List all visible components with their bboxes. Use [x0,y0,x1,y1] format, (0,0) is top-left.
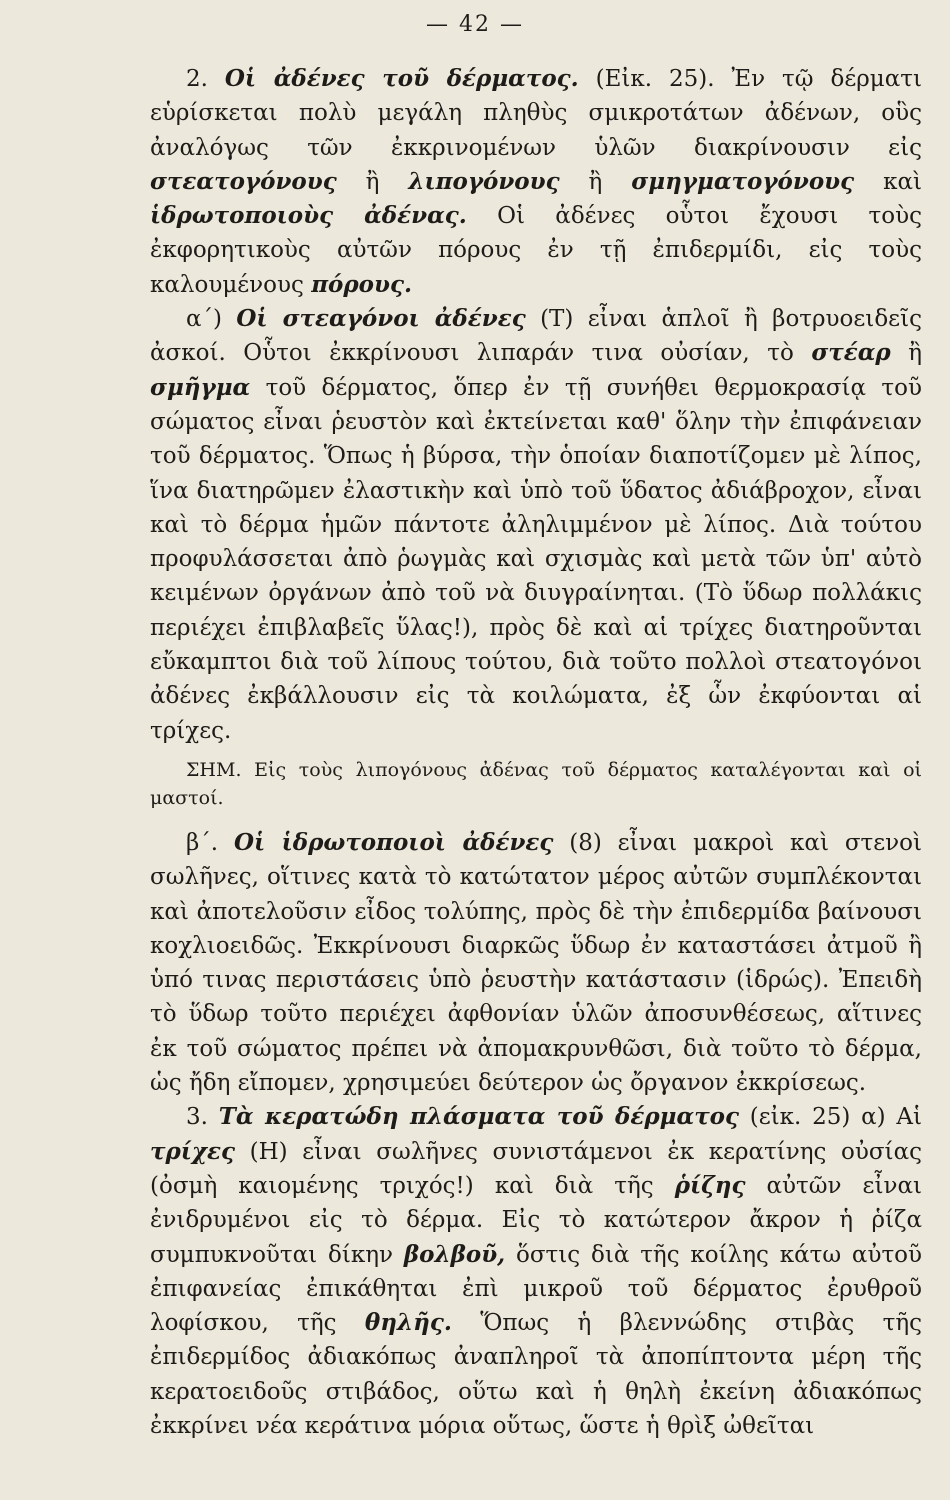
subsection-marker: β΄. [186,829,234,856]
footnote-remark: ΣΗΜ. Εἰς τοὺς λιπογόνους ἀδένας τοῦ δέρματος καταλέγονται καὶ οἱ μαστοί. [150,758,922,809]
subsection-marker: α΄) [186,306,237,333]
emphasis-term: ῥίζης [674,1171,746,1199]
emphasis-term: στεατογόνους [150,167,337,195]
emphasis-term: λιπογόνους [408,167,560,195]
emphasis-term: θηλῆς. [364,1309,452,1337]
section-3-keratin-structures: 3. Τὰ κερατώδη πλάσματα τοῦ δέρματος (εἰκ. 25) α) Αἱ τρίχες (Η) εἶναι σωλῆνες συνιστάμενοι ἐκ κερατίνης οὐσίας (ὀσμὴ καιομένης τριχός!) καὶ διὰ τῆς ῥίζης αὐτῶν εἶναι ἐνιδρυμένοι εἰς τὸ δέρμα. Εἰς τὸ κατώτερον ἄκρον ἡ ῥίζα συμπυκνοῦται δίκην βολβοῦ, ὅστις διὰ τῆς κοίλης κάτω αὐτοῦ ἐπιφανείας ἐπικάθηται ἐπὶ μικροῦ τοῦ δέρματος ἐρυθροῦ λοφίσκου, τῆς θηλῆς. Ὅπως ἡ βλεννώδης στιβὰς τῆς ἐπιδερμίδος ἀδιακόπως ἀναπληροῖ τὰ ἀποπίπτοντα μέρη τῆς κερατοειδοῦς στιβάδος, οὕτω καὶ ἡ θηλὴ ἐκείνη ἀδιακόπως ἐκκρίνει νέα κεράτινα μόρια οὕτως, ὥστε ἡ θρὶξ ὠθεῖται [150,1103,923,1439]
section-heading: Οἱ ἀδένες τοῦ δέρματος. [224,65,579,92]
subsection-sweat-glands: β΄. Οἱ ἱδρωτοποιοὶ ἀδένες (8) εἶναι μακροὶ καὶ στενοὶ σωλῆνες, οἵτινες κατὰ τὸ κατώτατον μέρος αὐτῶν συμπλέκονται καὶ ἀποτελοῦσιν εἶδος τολύπης, πρὸς δὲ τὴν ἐπιδερμίδα βαίνουσι κοχλιοειδῶς. Ἐκκρίνουσι διαρκῶς ὕδωρ ἐν καταστάσει ἀτμοῦ ἢ ὑπό τινας περιστάσεις ὑπὸ ῥευστὴν κατάστασιν (ἱδρώς). Ἐπειδὴ τὸ ὕδωρ τοῦτο περιέχει ἀφθονίαν ὑλῶν ἀποσυνθέσεως, αἵτινες ἐκ τοῦ σώματος πρέπει νὰ ἀπομακρυνθῶσι, διὰ τοῦτο τὸ δέρμα, ὡς ἤδη εἴπομεν, χρησιμεύει δεύτερον ὡς ὄργανον ἐκκρίσεως. [150,828,923,1097]
subsection-heading: Οἱ ἱδρωτοποιοὶ ἀδένες [233,828,554,856]
section-number: 3. [186,1104,219,1131]
section-heading: Τὰ κερατώδη πλάσματα τοῦ δέρματος [218,1103,740,1131]
emphasis-term: βολβοῦ, [403,1240,506,1268]
emphasis-term: τρίχες [150,1137,236,1165]
emphasis-term: στέαρ [811,339,891,367]
emphasis-term: πόρους. [311,270,412,298]
subsection-heading: Οἱ στεαγόνοι ἀδένες [236,305,526,333]
page-number: — 42 — [426,12,524,37]
emphasis-term: σμηγματογόνους [631,167,855,195]
emphasis-term: ἱδρωτοποιοὺς ἀδένας. [150,202,467,230]
section-2-glands-of-skin: 2. Οἱ ἀδένες τοῦ δέρματος. (Εἰκ. 25). Ἐν τῷ δέρματι εὑρίσκεται πολὺ μεγάλη πληθὺς σμικροτάτων ἀδένων, οὓς ἀναλόγως τῶν ἐκκρινομένων ὑλῶν διακρίνουσιν εἰς στεατογόνους ἢ λιπογόνους ἢ σμηγματογόνους καὶ ἱδρωτοποιοὺς ἀδένας. Οἱ ἀδένες οὗτοι ἔχουσι τοὺς ἐκφορητικοὺς αὐτῶν πόρους ἐν τῇ ἐπιδερμίδι, εἰς τοὺς καλουμένους πόρους. [150,65,922,298]
emphasis-term: σμῆγμα [150,373,251,401]
section-number: 2. [186,66,225,92]
subsection-sebaceous-glands: α΄) Οἱ στεαγόνοι ἀδένες (Τ) εἶναι ἁπλοῖ ἢ βοτρυοειδεῖς ἀσκοί. Οὗτοι ἐκκρίνουσι λιπαράν τινα οὐσίαν, τὸ στέαρ ἢ σμῆγμα τοῦ δέρματος, ὅπερ ἐν τῇ συνήθει θερμοκρασίᾳ τοῦ σώματος εἶναι ῥευστὸν καὶ ἐκτείνεται καθ' ὅλην τὴν ἐπιφάνειαν τοῦ δέρματος. Ὅπως ἡ βύρσα, τὴν ὁποίαν διαποτίζομεν μὲ λίπος, ἵνα διατηρῶμεν ἐλαστικὴν καὶ ὑπὸ τοῦ ὕδατος ἀδιάβροχον, εἶναι καὶ τὸ δέρμα ἡμῶν πάντοτε ἀληλιμμένον μὲ λίπος. Διὰ τούτου προφυλάσσεται ἀπὸ ῥωγμὰς καὶ σχισμὰς καὶ μετὰ τῶν ὑπ' αὐτὸ κειμένων ὀργάνων ἀπὸ τοῦ νὰ διυγραίνηται. (Τὸ ὕδωρ πολλάκις περιέχει ἐπιβλαβεῖς ὕλας!), πρὸς δὲ καὶ αἱ τρίχες διατηροῦνται εὔκαμπτοι διὰ τοῦ λίπους τούτου, διὰ τοῦτο πολλοὶ στεατογόνοι ἀδένες ἐκβάλλουσιν εἰς τὰ κοιλώματα, ἐξ ὧν ἐκφύονται αἱ τρίχες. [150,305,923,744]
